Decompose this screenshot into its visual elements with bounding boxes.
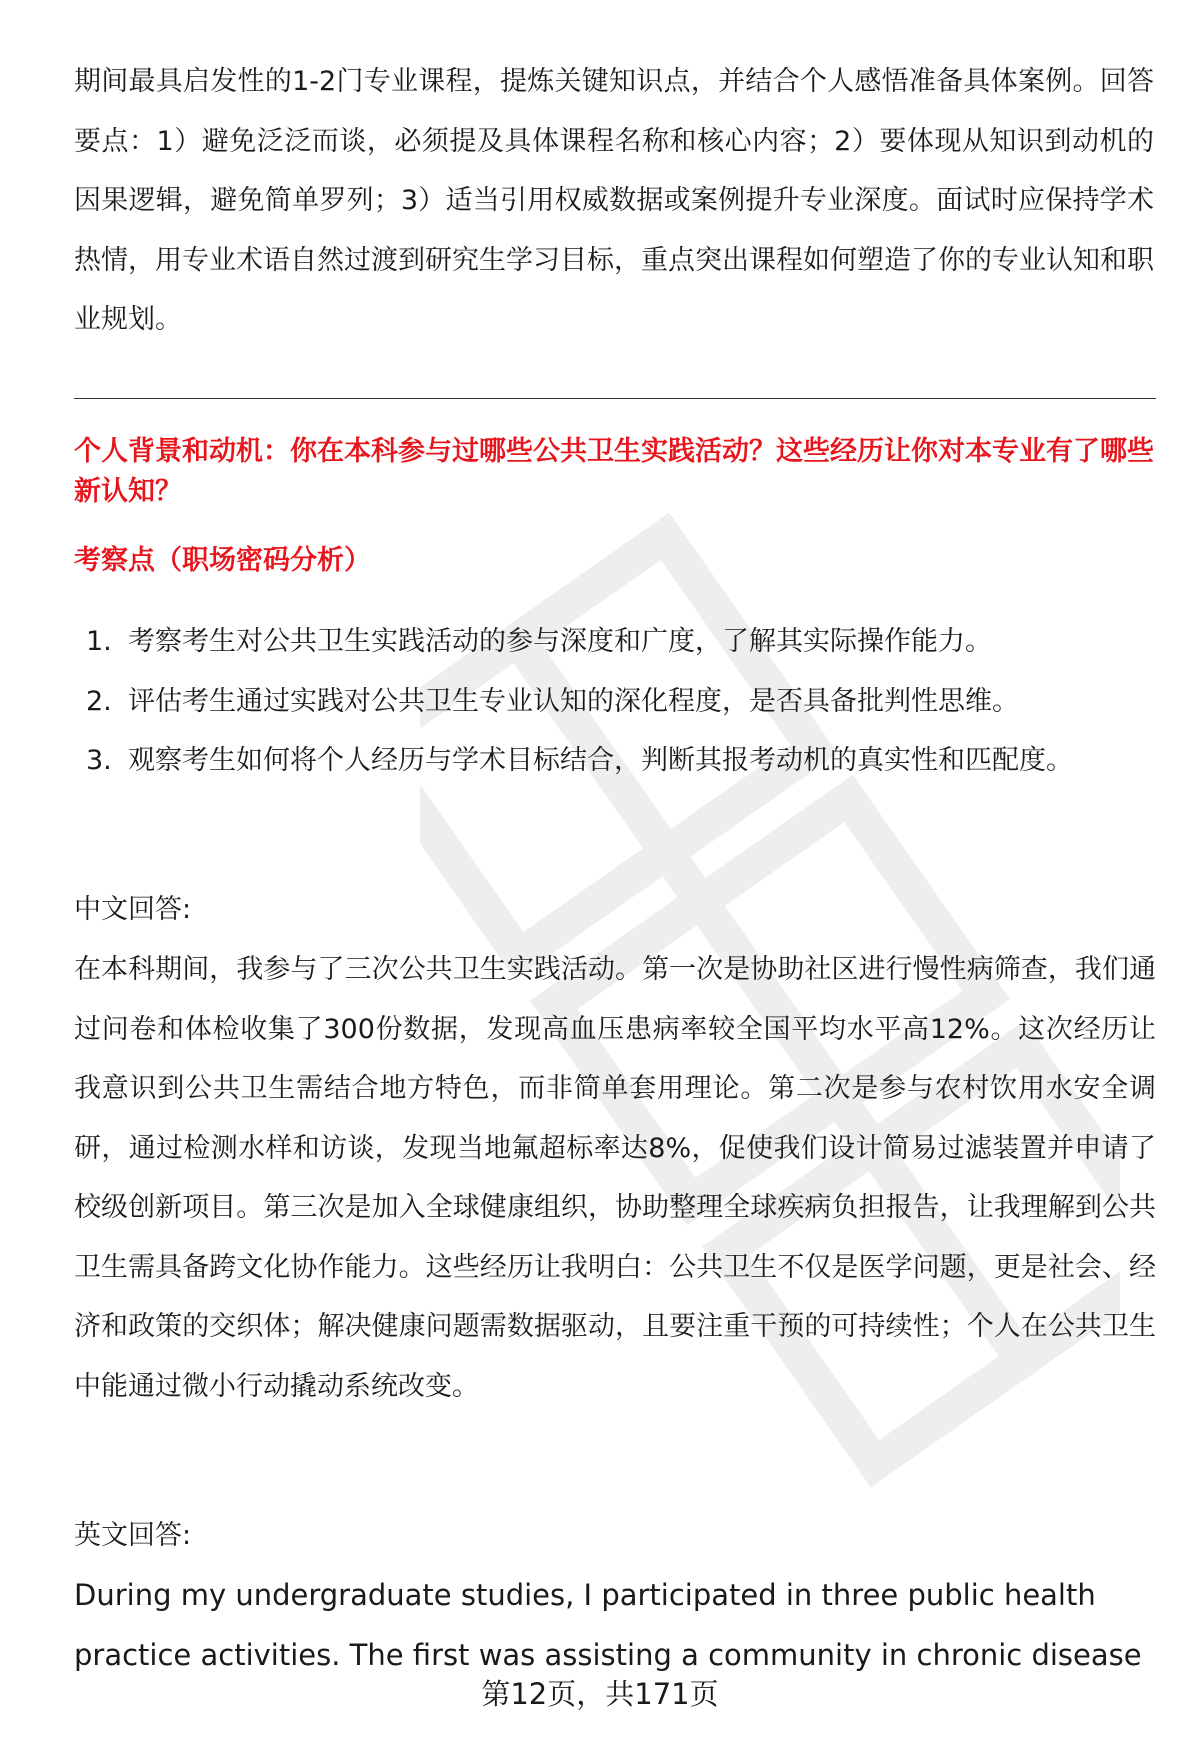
assessment-points-list <box>74 612 1156 791</box>
list-item <box>74 672 1156 732</box>
section-divider <box>74 398 1156 399</box>
english-answer-label: 英文回答: <box>74 1520 192 1551</box>
section-title: 考察点（职场密码分析） <box>74 545 371 576</box>
intro-section <box>74 52 1154 350</box>
chinese-answer-label: 中文回答: <box>74 894 192 925</box>
intro-paragraph: 期间最具启发性的1-2门专业课程，提炼关键知识点，并结合个人感悟准备具体案例。回答要点：1）避免泛泛而谈，必须提及具体课程名称和核心内容；2）要体现从知识到动机的因果逻辑，避免简单罗列；3）适当引用权威数据或案例提升专业深度。面试时应保持学术热情，用专业术语自然过渡到研究生学习目标，重点突出课程如何塑造了你的专业认知和职业规划。 <box>74 66 1154 335</box>
english-answer-text: During my undergraduate studies, I participated in three public health practice activities. The first was assisting a community in chronic disease <box>74 1578 1142 1672</box>
list-item <box>74 612 1156 672</box>
page-footer: 第12页，共171页 <box>481 1677 719 1711</box>
question-heading: 个人背景和动机：你在本科参与过哪些公共卫生实践活动？这些经历让你对本专业有了哪些新认知？ <box>74 436 1154 507</box>
chinese-answer-section <box>74 940 1156 1416</box>
chinese-answer-text: 在本科期间，我参与了三次公共卫生实践活动。第一次是协助社区进行慢性病筛查，我们通过问卷和体检收集了300份数据，发现高血压患病率较全国平均水平高12%。这次经历让我意识到公共卫生需结合地方特色，而非简单套用理论。第二次是参与农村饮用水安全调研，通过检测水样和访谈，发现当地氟超标率达8%，促使我们设计简易过滤装置并申请了校级创新项目。第三次是加入全球健康组织，协助整理全球疾病负担报告，让我理解到公共卫生需具备跨文化协作能力。这些经历让我明白：公共卫生不仅是医学问题，更是社会、经济和政策的交织体；解决健康问题需数据驱动，且要注重干预的可持续性；个人在公共卫生中能通过微小行动撬动系统改变。 <box>74 954 1156 1402</box>
list-number: 3. <box>86 745 112 776</box>
list-item <box>74 731 1156 791</box>
list-item-text: 评估考生通过实践对公共卫生专业认知的深化程度，是否具备批判性思维。 <box>128 685 1019 717</box>
list-number: 2. <box>86 685 112 717</box>
list-item-text: 观察考生如何将个人经历与学术目标结合，判断其报考动机的真实性和匹配度。 <box>128 745 1073 776</box>
list-number: 1. <box>86 626 112 657</box>
list-item-text: 考察考生对公共卫生实践活动的参与深度和广度，了解其实际操作能力。 <box>128 626 992 657</box>
